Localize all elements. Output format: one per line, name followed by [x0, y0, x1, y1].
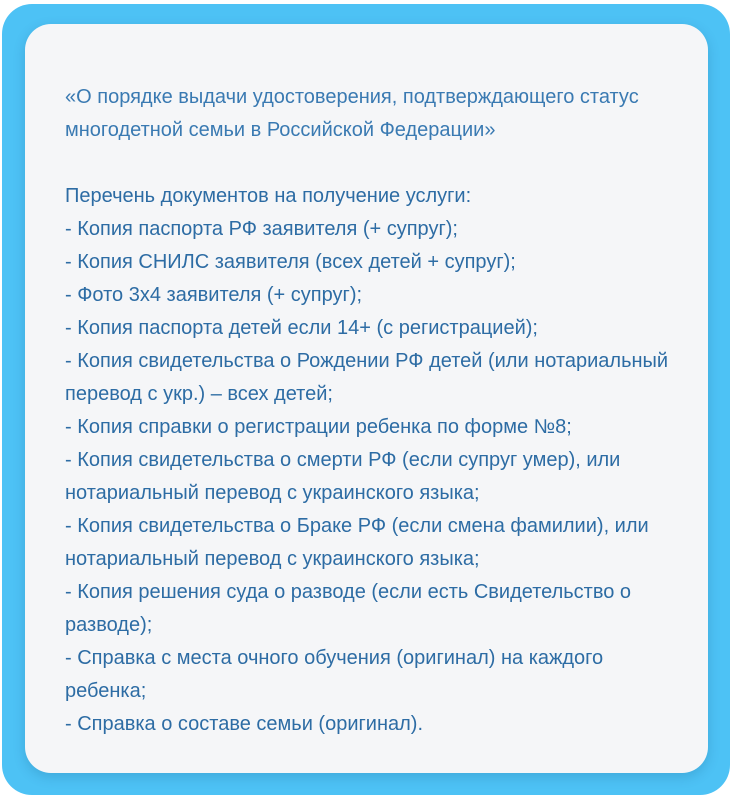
document-title: «О порядке выдачи удостоверения, подтверждающего статус многодетной семьи в Российской Федерации»	[65, 86, 639, 141]
list-item: - Фото 3х4 заявителя (+ супруг);	[65, 284, 363, 306]
list-item: - Справка о составе семьи (оригинал).	[65, 713, 424, 735]
list-header: Перечень документов на получение услуги:	[65, 185, 472, 207]
list-item: - Копия свидетельства о Браке РФ (если смена фамилии), или нотариальный перевод с украинского языка;	[65, 515, 649, 570]
document-card	[25, 24, 708, 773]
list-item: - Копия СНИЛС заявителя (всех детей + супруг);	[65, 251, 516, 273]
document-list	[65, 180, 683, 741]
list-item: - Копия свидетельства о Рождении РФ детей (или нотариальный перевод с укр.) – всех детей;	[65, 350, 669, 405]
list-item: - Копия справки о регистрации ребенка по форме №8;	[65, 416, 572, 438]
list-item: - Справка с места очного обучения (оригинал) на каждого ребенка;	[65, 647, 604, 702]
list-item: - Копия свидетельства о смерти РФ (если супруг умер), или нотариальный перевод с украинского языка;	[65, 449, 621, 504]
card-content	[25, 24, 708, 741]
list-item: - Копия решения суда о разводе (если есть Свидетельство о разводе);	[65, 581, 632, 636]
blue-frame	[2, 4, 730, 795]
list-item: - Копия паспорта РФ заявителя (+ супруг);	[65, 218, 458, 240]
list-item: - Копия паспорта детей если 14+ (с регистрацией);	[65, 317, 538, 339]
